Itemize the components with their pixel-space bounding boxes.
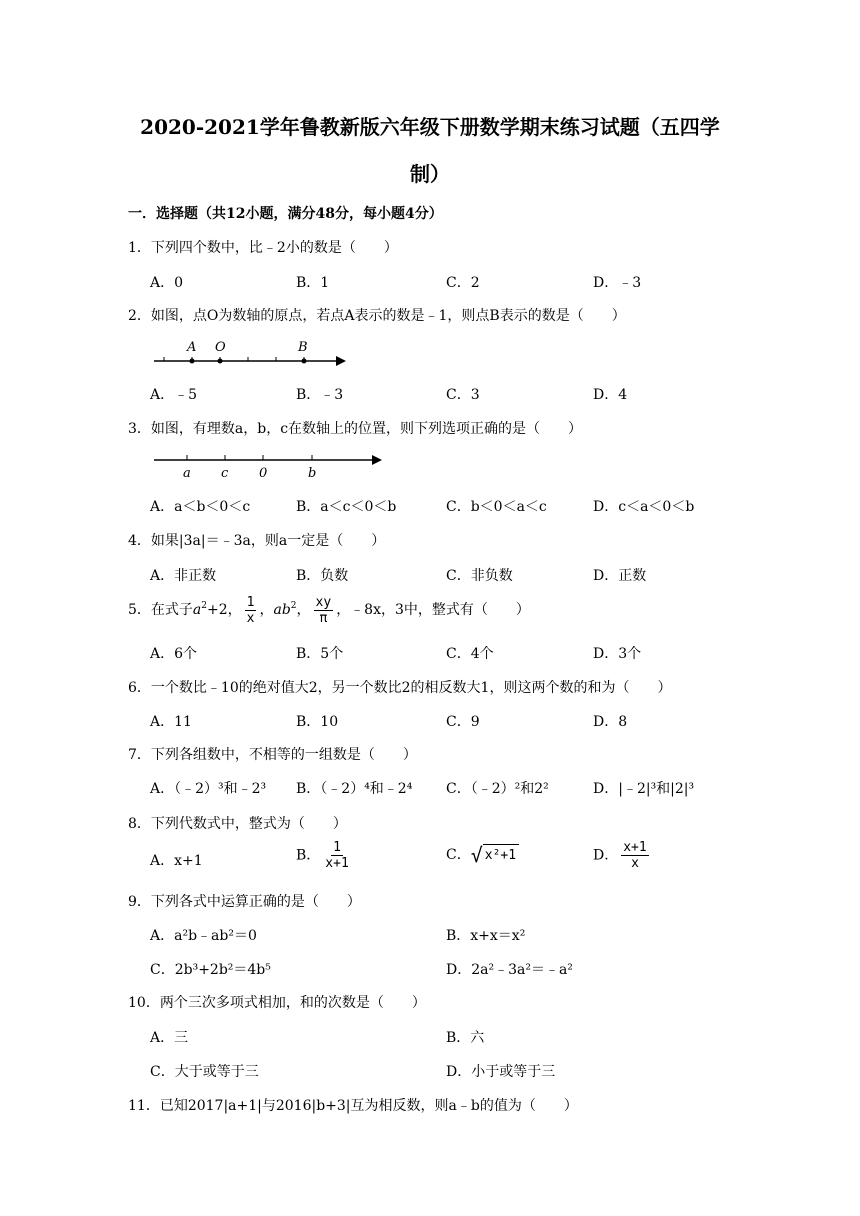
q9-option-d: D．2a²﹣3a²＝﹣a² <box>446 962 573 978</box>
q2-option-c: C．3 <box>446 387 480 403</box>
q10-option-c: C．大于或等于三 <box>150 1064 259 1080</box>
point-a-label-lower: a <box>183 466 191 481</box>
question-8-stem: 8．下列代数式中，整式为（ ） <box>128 816 347 832</box>
q8-d-denominator: x <box>631 856 639 871</box>
question-4-stem: 4．如果|3a|＝﹣3a，则a一定是（ ） <box>128 533 386 549</box>
question-7-stem: 7．下列各组数中，不相等的一组数是（ ） <box>128 747 417 763</box>
question-1-stem: 1．下列四个数中，比﹣2小的数是（ ） <box>128 240 398 256</box>
q5-rest: ，﹣8x，3中，整式有（ ） <box>336 602 530 618</box>
q8-d-numerator: x+1 <box>623 840 647 855</box>
q4-option-b: B．负数 <box>296 568 349 584</box>
q6-option-c: C．9 <box>446 714 480 730</box>
q3-option-a: A．a＜b＜0＜c <box>150 499 251 515</box>
q7-option-a: A．（﹣2）³和﹣2³ <box>150 781 267 797</box>
question-6-stem: 6．一个数比﹣10的绝对值大2，另一个数比2的相反数大1，则这两个数的和为（ ） <box>128 680 672 696</box>
q5-option-d: D．3个 <box>593 646 642 662</box>
q7-option-b: B．（﹣2）⁴和﹣2⁴ <box>296 781 413 797</box>
q5-fraction-one-over-x <box>245 595 257 626</box>
q8-b-numerator: 1 <box>333 840 341 855</box>
q5-fraction-1-denominator: x <box>246 610 255 626</box>
title-line-2: 制） <box>410 162 450 186</box>
number-line-figure-2 <box>150 448 386 482</box>
question-10-stem: 10．两个三次多项式相加，和的次数是（ ） <box>128 995 426 1011</box>
q2-option-a: A．﹣5 <box>150 387 198 403</box>
q6-option-a: A．11 <box>150 714 192 730</box>
q5-term-a: a <box>192 602 202 618</box>
document-title <box>110 104 750 198</box>
q8-option-d-fraction <box>621 840 648 871</box>
point-b-label: B <box>298 340 308 355</box>
q5-option-c: C．4个 <box>446 646 494 662</box>
q8-option-c <box>446 844 519 866</box>
q7-option-d: D．|﹣2|³和|2|³ <box>593 781 695 797</box>
q9-option-b: B．x+x＝x² <box>446 928 526 944</box>
q10-option-d: D．小于或等于三 <box>446 1064 556 1080</box>
q2-option-b: B．﹣3 <box>296 387 344 403</box>
question-8-options <box>0 840 860 880</box>
origin-zero-label: 0 <box>259 466 268 481</box>
q5-option-b: B．5个 <box>296 646 344 662</box>
q3-option-d: D．c＜a＜0＜b <box>593 499 695 515</box>
question-11-stem: 11．已知2017|a+1|与2016|b+3|互为相反数，则a﹣b的值为（ ） <box>128 1098 578 1114</box>
q5-fraction-1-numerator: 1 <box>246 594 255 610</box>
q9-option-c: C．2b³+2b²＝4b⁵ <box>150 962 271 978</box>
q5-term-ab: ab <box>273 602 291 618</box>
question-2-stem: 2．如图，点O为数轴的原点，若点A表示的数是﹣1，则点B表示的数是（ ） <box>128 308 626 324</box>
q1-option-a: A．0 <box>150 275 184 291</box>
q4-option-a: A．非正数 <box>150 568 217 584</box>
q5-term-a-rest: +2， <box>207 602 242 618</box>
q3-option-b: B．a＜c＜0＜b <box>296 499 397 515</box>
q8-option-b-prefix: B． <box>296 847 321 864</box>
number-line-figure-1 <box>150 334 350 370</box>
square-root-icon: √ <box>470 843 483 867</box>
q6-option-d: D．8 <box>593 714 628 730</box>
q4-option-d: D．正数 <box>593 568 647 584</box>
q5-fraction-2-denominator: π <box>319 610 328 626</box>
question-5-stem <box>128 593 530 627</box>
q2-option-d: D．4 <box>593 387 628 403</box>
q8-option-c-prefix: C． <box>446 847 471 863</box>
point-b-label-lower: b <box>308 466 317 481</box>
q1-option-b: B．1 <box>296 275 330 291</box>
q8-option-b-fraction <box>323 840 350 871</box>
q8-c-radicand: x²+1 <box>483 844 519 866</box>
q5-fraction-2-numerator: xy <box>315 594 332 610</box>
q10-option-a: A．三 <box>150 1030 189 1046</box>
q8-option-d-prefix: D． <box>593 847 619 864</box>
q8-option-a: A．x+1 <box>150 853 203 869</box>
q5-term-ab-exponent: 2 <box>290 601 297 611</box>
q7-option-c: C．（﹣2）²和2² <box>446 781 549 797</box>
q4-option-c: C．非负数 <box>446 568 513 584</box>
q3-option-c: C．b＜0＜a＜c <box>446 499 547 515</box>
title-line-1: 2020-2021学年鲁教新版六年级下册数学期末练习试题（五四学 <box>140 115 720 139</box>
q5-separator-2: ， <box>296 602 311 618</box>
question-3-stem: 3．如图，有理数a，b，c在数轴上的位置，则下列选项正确的是（ ） <box>128 421 583 437</box>
q5-fraction-xy-over-pi <box>314 595 334 626</box>
q8-option-d <box>593 840 652 871</box>
q8-option-b <box>296 840 354 871</box>
q6-option-b: B．10 <box>296 714 339 730</box>
question-9-stem: 9．下列各式中运算正确的是（ ） <box>128 894 361 910</box>
point-o-label: O <box>215 340 226 355</box>
q1-option-d: D．﹣3 <box>593 275 642 291</box>
q5-term-a-exponent: 2 <box>201 601 208 611</box>
q9-option-a: A．a²b﹣ab²＝0 <box>150 928 257 944</box>
q1-option-c: C．2 <box>446 275 480 291</box>
point-c-label: c <box>221 466 229 481</box>
section-heading: 一．选择题（共12小题，满分48分，每小题4分） <box>128 206 443 222</box>
q5-separator-1: ， <box>259 602 274 618</box>
q8-option-c-radical <box>471 844 519 866</box>
q5-option-a: A．6个 <box>150 646 198 662</box>
q8-b-denominator: x+1 <box>325 856 349 871</box>
point-a-label: A <box>187 340 197 355</box>
q10-option-b: B．六 <box>446 1030 485 1046</box>
q5-prefix: 5．在式子 <box>128 602 193 618</box>
